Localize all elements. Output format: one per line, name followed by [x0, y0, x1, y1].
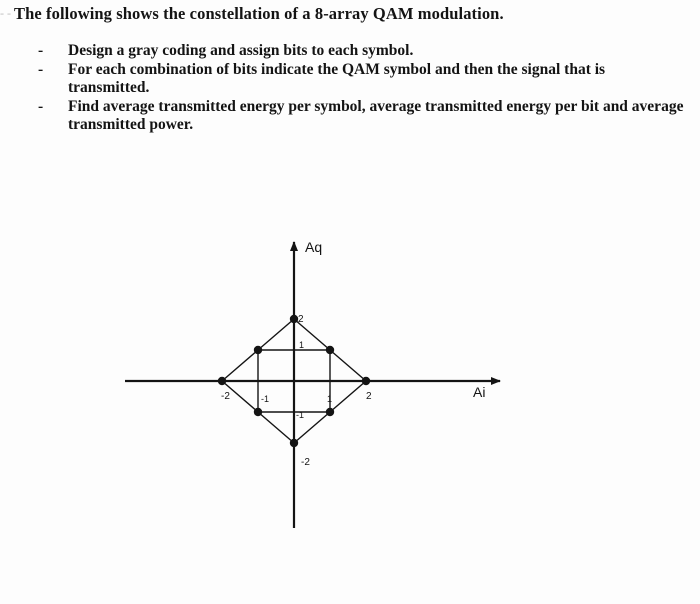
- task-text: Find average transmitted energy per symbol, average transmitted energy per bit and average transmitted power.: [68, 97, 684, 133]
- task-text: Design a gray coding and assign bits to each symbol.: [68, 42, 414, 59]
- diamond-edge: [258, 319, 294, 350]
- constellation-point: [362, 377, 370, 385]
- diamond-edge: [222, 350, 258, 381]
- tick-label-y-neg1: -1: [296, 410, 305, 420]
- in-phase-axis-label: Ai: [473, 384, 486, 400]
- task-text: For each combination of bits indicate the QAM symbol and then the signal that is transmitted.: [68, 60, 606, 96]
- bullet-dash: -: [38, 60, 44, 78]
- question-title: The following shows the constellation of a 8-array QAM modulation.: [14, 4, 504, 23]
- diamond-edge: [330, 381, 366, 412]
- quadrature-axis-label: Aq: [305, 239, 323, 255]
- tick-label-x-pos1: 1: [327, 394, 333, 404]
- tick-label-y-pos2: 2: [298, 314, 304, 325]
- constellation-point: [218, 377, 226, 385]
- constellation-point: [254, 346, 262, 354]
- constellation-point: [254, 408, 262, 416]
- tick-label-x-pos2: 2: [366, 391, 372, 402]
- tick-label-x-neg1: -1: [261, 394, 270, 404]
- tick-label-x-neg2: -2: [221, 391, 230, 402]
- constellation-point: [326, 408, 334, 416]
- diamond-edge: [258, 412, 294, 443]
- tick-label-y-neg2: -2: [301, 457, 310, 468]
- constellation-point: [326, 346, 334, 354]
- bullet-dash: -: [38, 97, 44, 115]
- bullet-dash: -: [38, 42, 44, 59]
- constellation-point: [290, 439, 298, 447]
- tick-label-y-pos1: 1: [299, 340, 305, 350]
- diamond-edge: [330, 350, 366, 381]
- constellation-point: [290, 315, 298, 323]
- scan-artifact-dash: - -: [0, 6, 11, 20]
